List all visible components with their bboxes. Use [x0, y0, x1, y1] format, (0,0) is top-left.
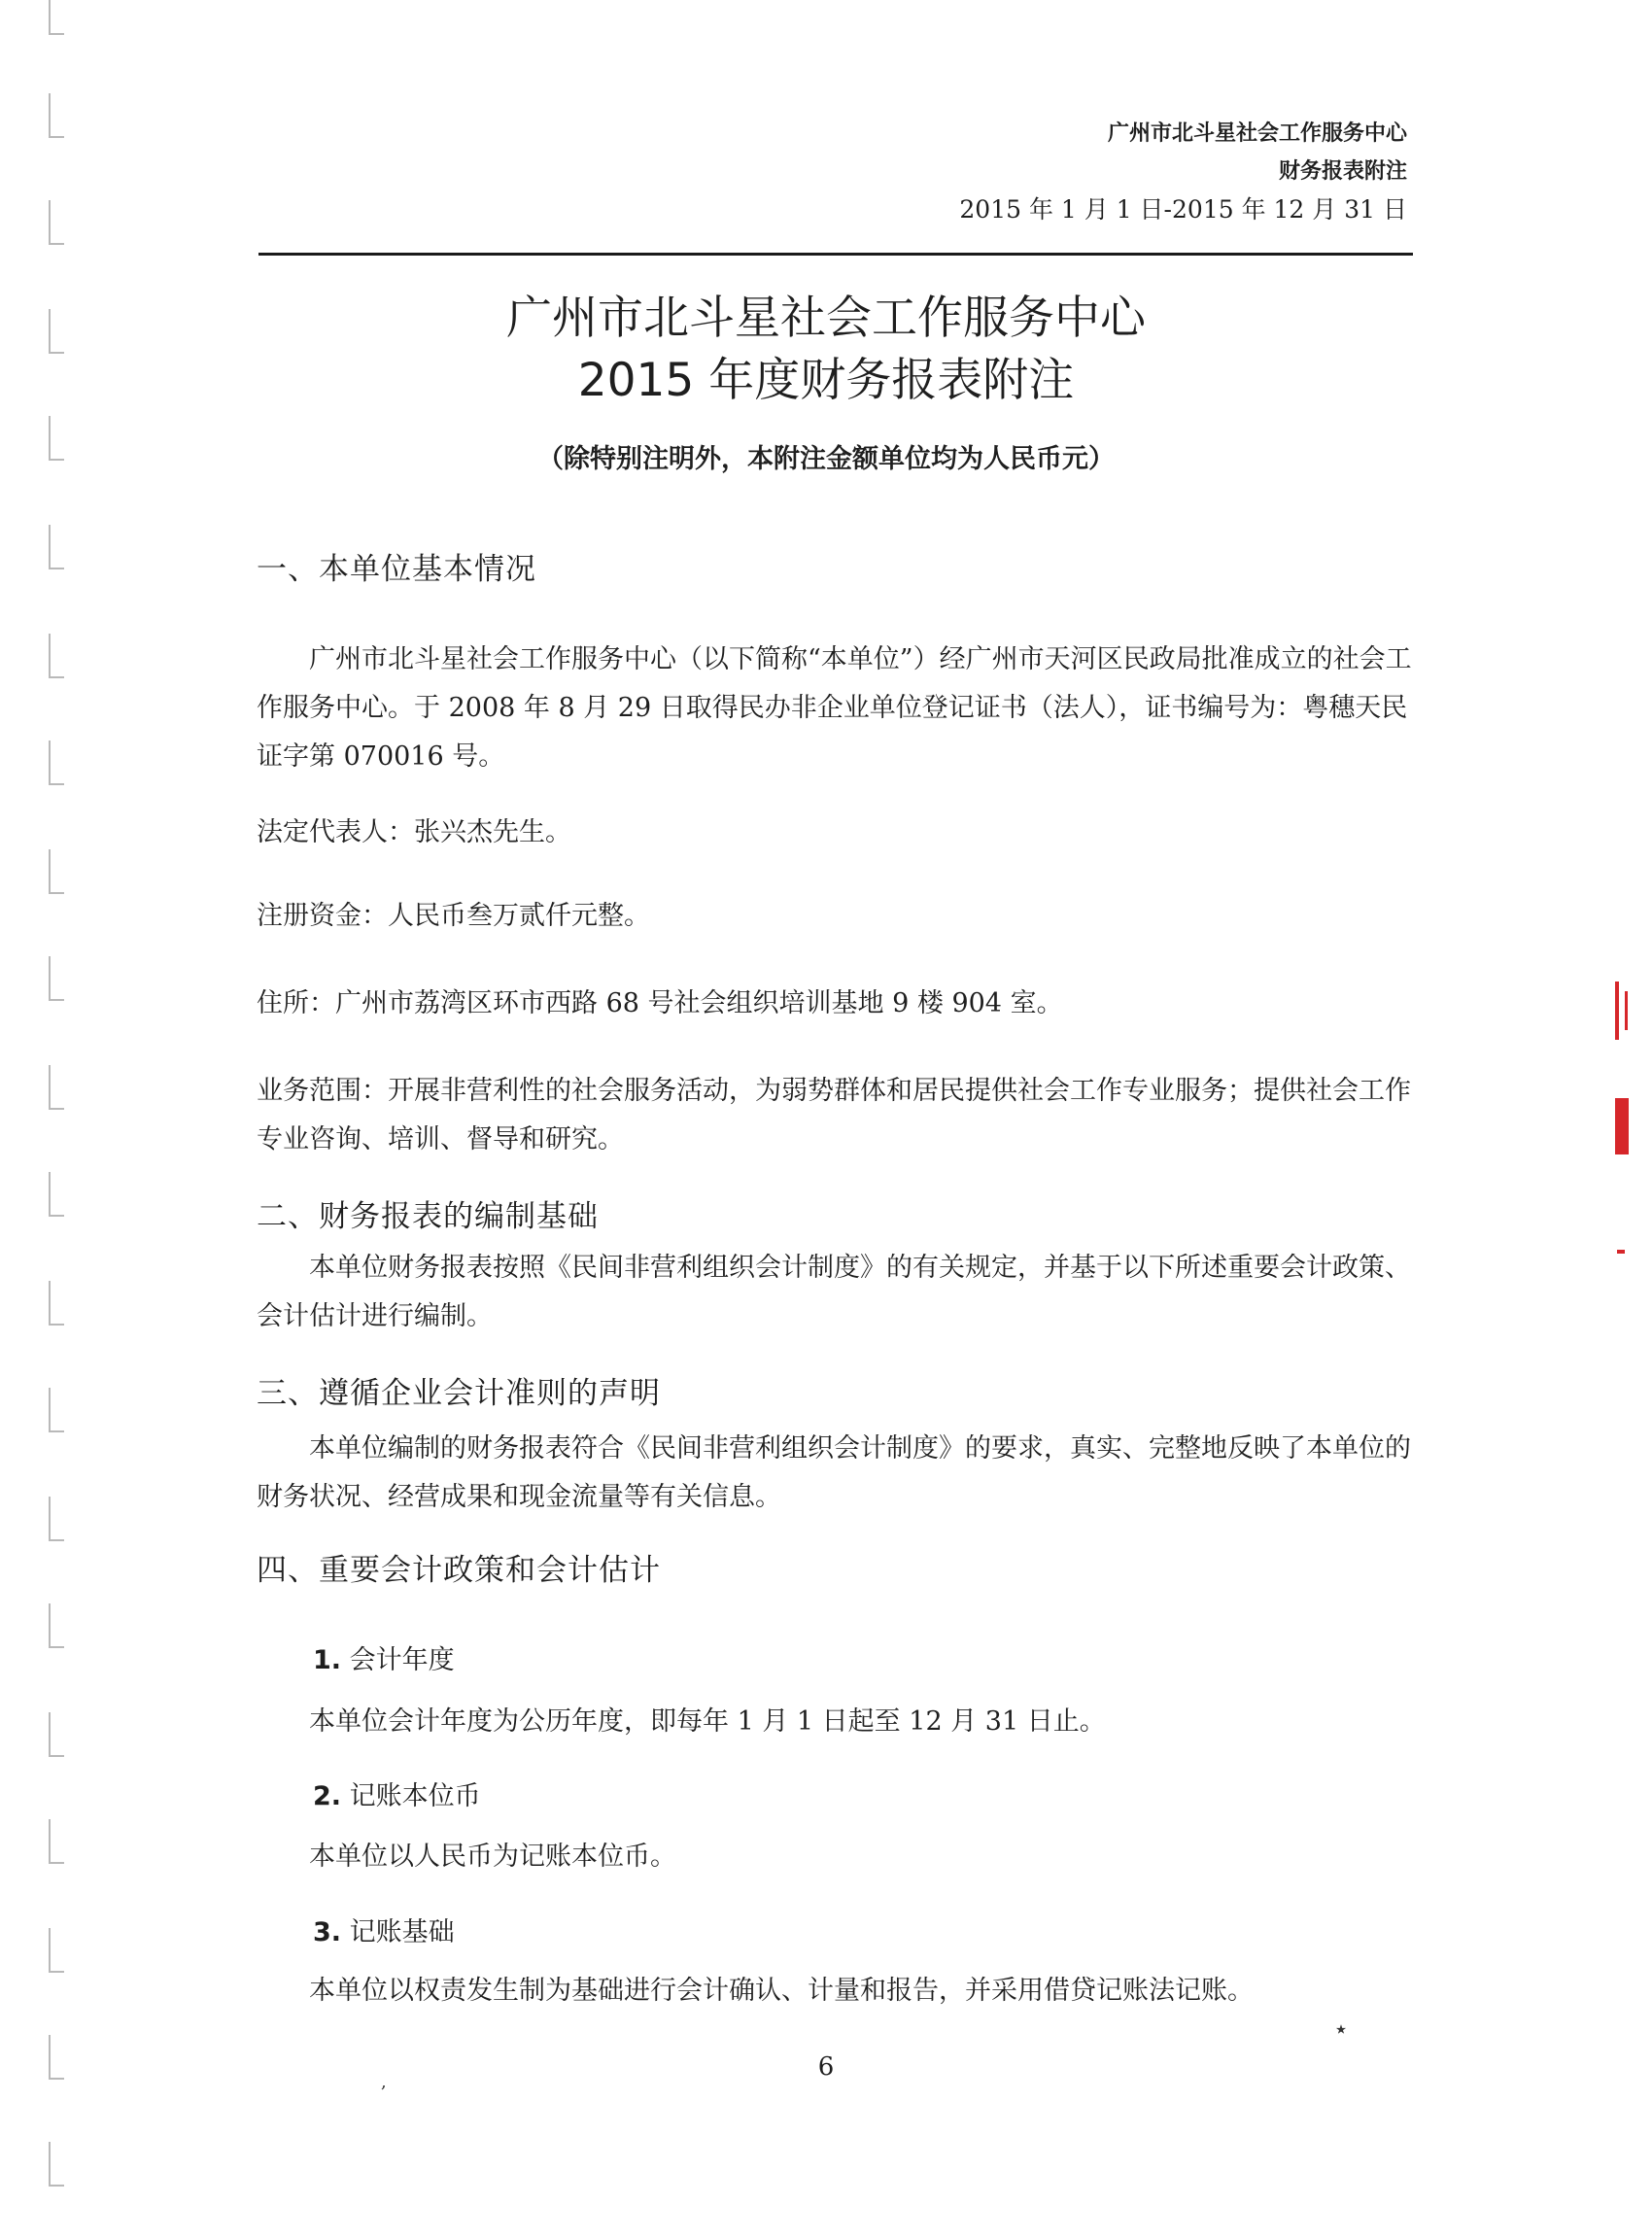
subheading-number: 3. [313, 1917, 342, 1947]
subheading-fiscal-year [313, 1638, 455, 1676]
binding-mark [49, 2142, 64, 2187]
binding-mark [49, 1388, 64, 1432]
binding-mark [49, 1603, 64, 1648]
section-heading-4: 四、重要会计政策和会计估计 [257, 1553, 661, 1588]
binding-mark [49, 200, 64, 245]
binding-mark [49, 956, 64, 1001]
binding-mark [49, 634, 64, 678]
title-line-org: 广州市北斗星社会工作服务中心 [506, 292, 1146, 345]
binding-mark [49, 1065, 64, 1110]
section-heading-2: 二、财务报表的编制基础 [257, 1199, 599, 1234]
binding-mark [49, 1281, 64, 1326]
business-scope: 业务范围：开展非营利性的社会服务活动，为弱势群体和居民提供社会工作专业服务；提供社会工作专业咨询、培训、督导和研究。 [257, 1076, 1411, 1154]
section-1-intro: 广州市北斗星社会工作服务中心（以下简称“本单位”）经广州市天河区民政局批准成立的社会工作服务中心。于 2008 年 8 月 29 日取得民办非企业单位登记证书（法人），证书编号为：粤穗天民证字第 070016 号。 [257, 644, 1412, 772]
binding-mark [49, 1497, 64, 1541]
subheading-number: 2. [313, 1781, 342, 1811]
currency-note: （除特别注明外，本附注金额单位均为人民币元） [537, 444, 1115, 474]
fiscal-year-body: 本单位会计年度为公历年度，即每年 1 月 1 日起至 12 月 31 日止。 [309, 1706, 1106, 1737]
section-heading-3: 三、遵循企业会计准则的声明 [257, 1376, 661, 1411]
section-3-body: 本单位编制的财务报表符合《民间非营利组织会计制度》的要求，真实、完整地反映了本单位的财务状况、经营成果和现金流量等有关信息。 [257, 1433, 1411, 1512]
binding-mark [49, 1172, 64, 1217]
subheading-title: 记账基础 [349, 1917, 455, 1947]
registered-capital: 注册资金：人民币叁万贰仟元整。 [257, 901, 650, 931]
subheading-title: 记账本位币 [349, 1781, 481, 1811]
binding-mark [49, 1712, 64, 1757]
accounting-basis-body: 本单位以权责发生制为基础进行会计确认、计量和报告，并采用借贷记账法记账。 [309, 1976, 1254, 2006]
scan-speck: ٭ [1335, 2017, 1347, 2042]
scan-speck: , [381, 2072, 387, 2092]
subheading-functional-currency [313, 1774, 481, 1812]
section-heading-1: 一、本单位基本情况 [257, 552, 536, 587]
section-2-body: 本单位财务报表按照《民间非营利组织会计制度》的有关规定，并基于以下所述重要会计政策、会计估计进行编制。 [257, 1253, 1411, 1331]
functional-currency-body: 本单位以人民币为记账本位币。 [309, 1842, 676, 1872]
binding-mark [49, 741, 64, 785]
binding-mark [49, 849, 64, 894]
binding-mark [49, 0, 64, 35]
legal-representative: 法定代表人：张兴杰先生。 [257, 817, 571, 847]
header-org-name: 广州市北斗星社会工作服务中心 [1107, 121, 1407, 146]
binding-mark [49, 525, 64, 569]
running-header [959, 115, 1407, 228]
subheading-accounting-basis [313, 1911, 455, 1948]
page-number: 6 [817, 2052, 835, 2082]
title-line-report: 2015 年度财务报表附注 [577, 354, 1075, 407]
header-period: 2015 年 1 月 1 日-2015 年 12 月 31 日 [959, 195, 1407, 224]
header-divider [258, 253, 1413, 256]
binding-mark [49, 1928, 64, 1973]
subheading-number: 1. [313, 1645, 342, 1675]
document-title [0, 288, 1652, 412]
binding-mark [49, 1819, 64, 1864]
subheading-title: 会计年度 [349, 1645, 455, 1675]
registered-address: 住所：广州市荔湾区环市西路 68 号社会组织培训基地 9 楼 904 室。 [257, 988, 1063, 1018]
binding-mark [49, 93, 64, 138]
header-doc-name: 财务报表附注 [1278, 158, 1407, 184]
